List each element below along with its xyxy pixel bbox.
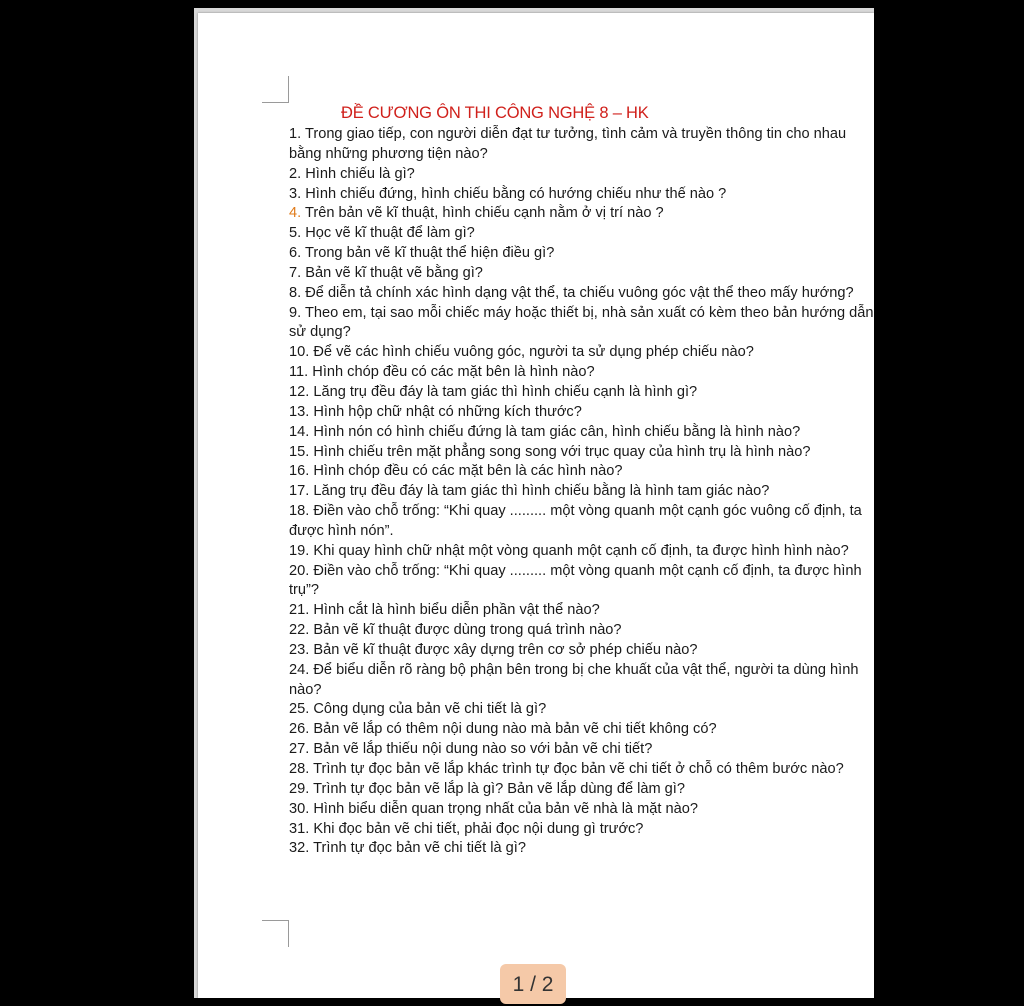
page-indicator[interactable]: 1 / 2 (500, 964, 566, 1004)
question-number: 28. (289, 761, 310, 777)
question-item (289, 423, 874, 443)
question-item (289, 820, 874, 840)
question-text: Bản vẽ kĩ thuật được dùng trong quá trình nào? (313, 622, 622, 639)
question-number: 21. (289, 602, 310, 619)
question-number: 12. (289, 383, 310, 400)
question-number: 3. (289, 185, 302, 202)
question-number: 24. (289, 661, 310, 678)
question-number: 20. (289, 562, 310, 579)
question-item (289, 204, 874, 224)
question-number: 19. (289, 542, 310, 559)
question-item (289, 601, 874, 621)
question-number: 31. (289, 820, 310, 837)
question-text: Trong bản vẽ kĩ thuật thể hiện điều gì? (304, 245, 555, 262)
question-text: Hình hộp chữ nhật có những kích thước? (313, 403, 582, 420)
question-number: 4. (289, 205, 302, 222)
document-title: ĐỀ CƯƠNG ÔN THI CÔNG NGHỆ 8 – HK (341, 104, 649, 122)
question-number: 26. (289, 721, 310, 738)
question-number: 15. (289, 443, 310, 460)
question-item (289, 641, 874, 661)
question-text: Hình chiếu đứng, hình chiếu bằng có hướng chiếu như thế nào ? (305, 185, 727, 202)
question-item (289, 244, 874, 264)
question-text: Trình tự đọc bản vẽ chi tiết là gì? (313, 840, 526, 857)
question-text: Học vẽ kĩ thuật để làm gì? (305, 225, 475, 242)
question-text: Để vẽ các hình chiếu vuông góc, người ta sử dụng phép chiếu nào? (313, 344, 754, 361)
question-text: Hình biểu diễn quan trọng nhất của bản vẽ nhà là mặt nào? (313, 800, 698, 817)
question-number: 23. (289, 641, 310, 658)
question-text: Trên bản vẽ kĩ thuật, hình chiếu cạnh nằm ở vị trí nào ? (304, 205, 664, 222)
question-number: 8. (289, 284, 302, 301)
question-text: Trình tự đọc bản vẽ lắp khác trình tự đọc bản vẽ chi tiết ở chỗ có thêm bước nào? (313, 761, 844, 777)
question-text: Bản vẽ kĩ thuật vẽ bằng gì? (305, 264, 483, 281)
question-item (289, 462, 874, 482)
question-item (289, 839, 874, 859)
question-text: Để biểu diễn rõ ràng bộ phận bên trong bị che khuất của vật thể, người ta dùng hình nào? (289, 661, 859, 698)
question-item (289, 621, 874, 641)
question-text: Hình chóp đều có các mặt bên là hình nào? (312, 364, 595, 381)
question-item (289, 542, 874, 562)
question-text: Trong giao tiếp, con người diễn đạt tư tưởng, tình cảm và truyền thông tin cho nhau bằng những phương tiện nào? (289, 126, 847, 162)
question-text: Để diễn tả chính xác hình dạng vật thể, ta chiếu vuông góc vật thể theo mấy hướng? (305, 284, 854, 301)
crop-mark-bottom (262, 920, 289, 947)
question-number: 17. (289, 483, 310, 500)
question-text: Công dụng của bản vẽ chi tiết là gì? (313, 701, 547, 718)
question-number: 1. (289, 126, 302, 142)
question-number: 5. (289, 225, 302, 242)
question-item (289, 284, 874, 304)
question-number: 10. (289, 344, 310, 361)
question-text: Điền vào chỗ trống: “Khi quay ......... một vòng quanh một cạnh cố định, ta được hình trụ”? (289, 562, 862, 599)
question-text: Hình cắt là hình biểu diễn phần vật thể nào? (313, 602, 600, 619)
crop-mark-top (262, 76, 289, 103)
question-number: 22. (289, 622, 310, 639)
question-text: Bản vẽ kĩ thuật được xây dựng trên cơ sở phép chiếu nào? (313, 641, 698, 658)
question-item (289, 780, 874, 800)
question-item (289, 363, 874, 383)
question-number: 9. (289, 304, 302, 321)
question-item (289, 125, 874, 165)
question-number: 18. (289, 503, 310, 520)
question-number: 13. (289, 403, 310, 420)
question-number: 14. (289, 423, 310, 440)
question-number: 7. (289, 264, 302, 281)
question-text: Hình chiếu trên mặt phẳng song song với trục quay của hình trụ là hình nào? (313, 443, 811, 460)
question-item (289, 165, 874, 185)
question-item (289, 443, 874, 463)
question-text: Trình tự đọc bản vẽ lắp là gì? Bản vẽ lắp dùng để làm gì? (313, 780, 685, 797)
question-number: 25. (289, 701, 310, 718)
question-text: Điền vào chỗ trống: “Khi quay ......... một vòng quanh một cạnh góc vuông cố định, ta được hình nón”. (289, 503, 862, 539)
question-number: 29. (289, 780, 310, 797)
question-number: 11. (289, 364, 309, 381)
question-item (289, 502, 874, 542)
question-text: Lăng trụ đều đáy là tam giác thì hình chiếu cạnh là hình gì? (313, 383, 698, 400)
question-item (289, 482, 874, 502)
question-item (289, 264, 874, 284)
question-text: Hình chóp đều có các mặt bên là các hình nào? (313, 463, 623, 480)
question-item (289, 720, 874, 740)
question-list (289, 125, 874, 859)
question-item (289, 700, 874, 720)
question-item (289, 185, 874, 205)
question-number: 2. (289, 165, 302, 182)
question-item (289, 343, 874, 363)
question-number: 30. (289, 800, 310, 817)
question-text: Khi quay hình chữ nhật một vòng quanh một cạnh cố định, ta được hình hình nào? (313, 542, 849, 559)
question-number: 6. (289, 245, 302, 262)
question-item (289, 562, 874, 602)
question-number: 32. (289, 840, 310, 857)
question-text: Bản vẽ lắp có thêm nội dung nào mà bản vẽ chi tiết không có? (313, 721, 717, 738)
question-number: 16. (289, 463, 310, 480)
question-item (289, 661, 874, 701)
question-item (289, 800, 874, 820)
question-text: Khi đọc bản vẽ chi tiết, phải đọc nội dung gì trước? (313, 820, 644, 837)
question-item (289, 760, 874, 780)
question-item (289, 383, 874, 403)
question-text: Lăng trụ đều đáy là tam giác thì hình chiếu bằng là hình tam giác nào? (313, 483, 770, 500)
question-text: Hình chiếu là gì? (305, 165, 415, 182)
question-item (289, 224, 874, 244)
question-item (289, 403, 874, 423)
question-item (289, 740, 874, 760)
question-text: Hình nón có hình chiếu đứng là tam giác cân, hình chiếu bằng là hình nào? (313, 423, 801, 440)
question-item (289, 304, 874, 344)
question-text: Bản vẽ lắp thiếu nội dung nào so với bản vẽ chi tiết? (313, 741, 653, 758)
question-number: 27. (289, 741, 310, 758)
question-text: Theo em, tại sao mỗi chiếc máy hoặc thiết bị, nhà sản xuất có kèm theo bản hướng dẫn sử dụng? (289, 304, 874, 341)
